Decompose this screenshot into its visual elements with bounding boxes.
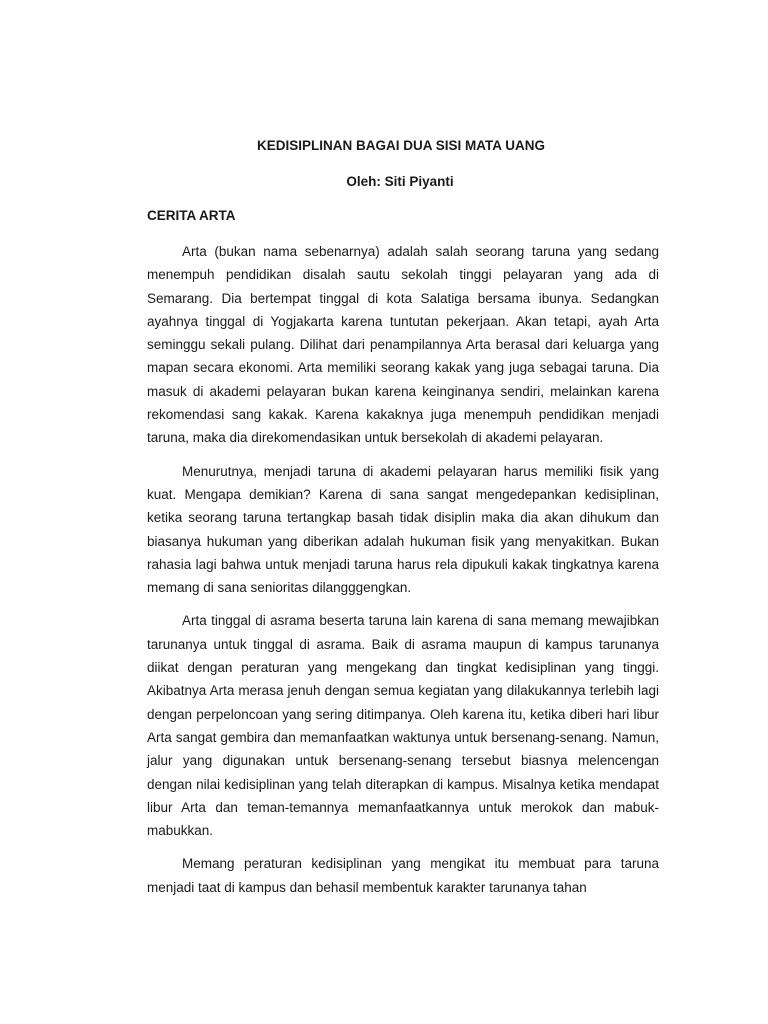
paragraph: Memang peraturan kedisiplinan yang mengikat itu membuat para taruna menjadi taat di kampus dan behasil membentuk karakter tarunanya tahan — [147, 856, 659, 895]
paragraph: Arta tinggal di asrama beserta taruna lain karena di sana memang mewajibkan tarunanya untuk tinggal di asrama. Baik di asrama maupun di kampus tarunanya diikat dengan peraturan yang mengekang dan tingkat kedisiplinan yang tinggi. Akibatnya Arta merasa jenuh dengan semua kegiatan yang dilakukannya terlebih lagi dengan perpeloncoan yang sering ditimpanya. Oleh karena itu, ketika diberi hari libur Arta sangat gembira dan memanfaatkan waktunya untuk bersenang-senang. Namun, jalur yang digunakan untuk bersenang-senang tersebut biasnya melencengan dengan nilai kedisiplinan yang telah diterapkan di kampus. Misalnya ketika mendapat libur Arta dan teman-temannya memanfaatkannya untuk merokok dan mabuk-mabukkan. — [147, 613, 659, 839]
body-text — [147, 240, 659, 909]
document-title: KEDISIPLINAN BAGAI DUA SISI MATA UANG — [256, 138, 545, 153]
author-line: Oleh: Siti Piyanti — [346, 174, 454, 189]
paragraph: Menurutnya, menjadi taruna di akademi pelayaran harus memiliki fisik yang kuat. Mengapa demikian? Karena di sana sangat mengedepankan kedisiplinan, ketika seorang taruna tertangkap basah tidak disiplin maka dia akan dihukum dan biasanya hukuman yang diberikan adalah hukuman fisik yang menyakitkan. Bukan rahasia lagi bahwa untuk menjadi taruna harus rela dipukuli kakak tingkatnya karena memang di sana senioritas dilangggengkan. — [147, 463, 659, 596]
paragraph: Arta (bukan nama sebenarnya) adalah salah seorang taruna yang sedang menempuh pendidikan disalah sautu sekolah tinggi pelayaran yang ada di Semarang. Dia bertempat tinggal di kota Salatiga bersama ibunya. Sedangkan ayahnya tinggal di Yogjakarta karena tuntutan pekerjaan. Akan tetapi, ayah Arta seminggu sekali pulang. Dilihat dari penampilannya Arta berasal dari keluarga yang mapan secara ekonomi. Arta memiliki seorang kakak yang juga sebagai taruna. Dia masuk di akademi pelayaran bukan karena keinginanya sendiri, melainkan karena rekomendasi sang kakak. Karena kakaknya juga menempuh pendidikan menjadi taruna, maka dia direkomendasikan untuk bersekolah di akademi pelayaran. — [147, 244, 659, 446]
section-heading: CERITA ARTA — [147, 208, 236, 223]
